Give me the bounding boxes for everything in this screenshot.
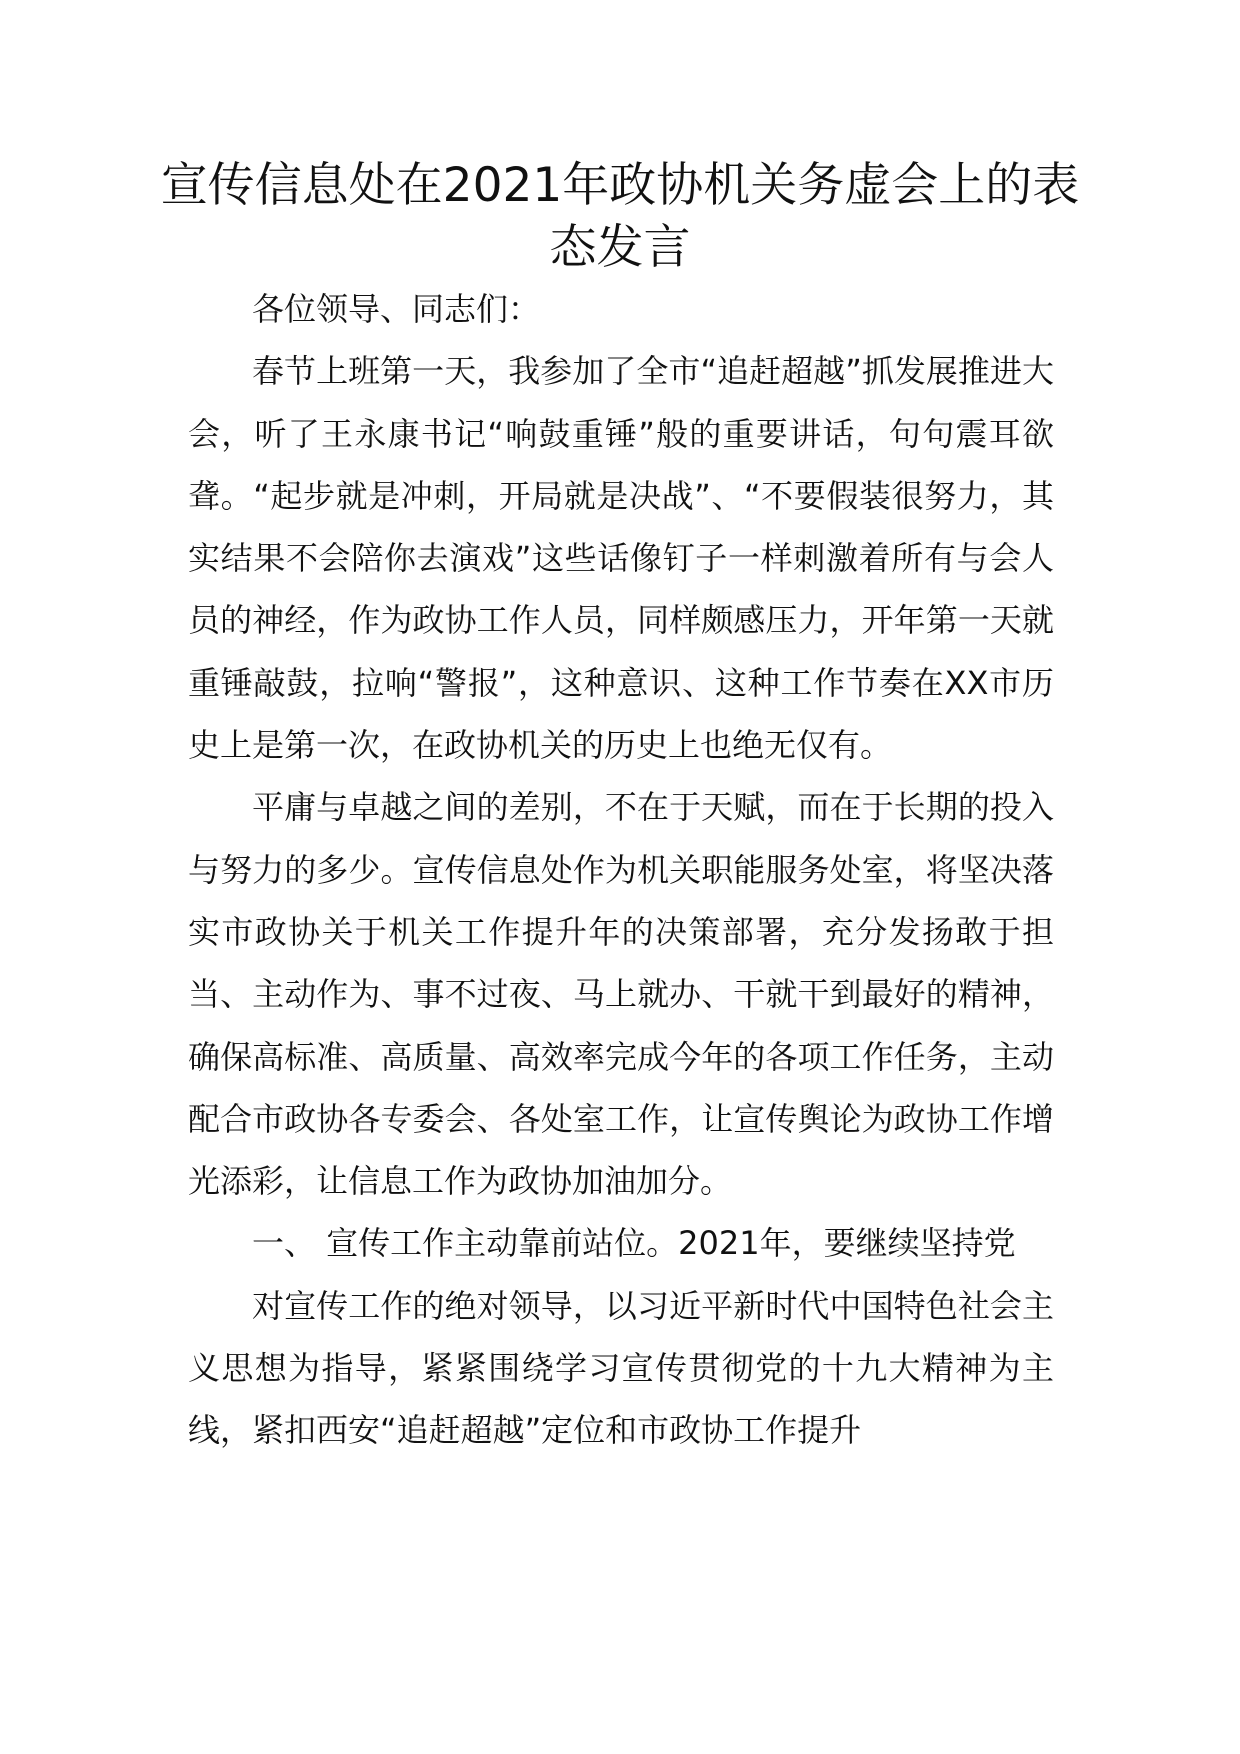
document-body (188, 278, 1054, 1462)
paragraph-3: 一、 宣传工作主动靠前站位。2021年，要继续坚持党 (252, 1224, 1016, 1263)
document-title: 宣传信息处在2021年政协机关务虚会上的表态发言 (160, 158, 1080, 275)
paragraph-1: 春节上班第一天，我参加了全市“追赶超越”抓发展推进大会，听了王永康书记“响鼓重锤”般的重要讲话，句句震耳欲聋。“起步就是冲刺，开局就是决战”、“不要假装很努力，其实结果不会陪你去演戏”这些话像钉子一样刺激着所有与会人员的神经，作为政协工作人员，同样颇感压力，开年第一天就重锤敲鼓，拉响“警报”，这种意识、这种工作节奏在XX市历史上是第一次，在政协机关的历史上也绝无仅有。 (188, 352, 1054, 765)
salutation: 各位领导、同志们： (252, 290, 541, 328)
paragraph-2: 平庸与卓越之间的差别，不在于天赋，而在于长期的投入与努力的多少。宣传信息处作为机关职能服务处室，将坚决落实市政协关于机关工作提升年的决策部署，充分发扬敢于担当、主动作为、事不过夜、马上就办、干就干到最好的精神，确保高标准、高质量、高效率完成今年的各项工作任务，主动配合市政协各专委会、各处室工作，让宣传舆论为政协工作增光添彩，让信息工作为政协加油加分。 (188, 788, 1054, 1201)
paragraph-4: 对宣传工作的绝对领导，以习近平新时代中国特色社会主义思想为指导，紧紧围绕学习宣传贯彻党的十九大精神为主线，紧扣西安“追赶超越”定位和市政协工作提升 (188, 1286, 1054, 1450)
